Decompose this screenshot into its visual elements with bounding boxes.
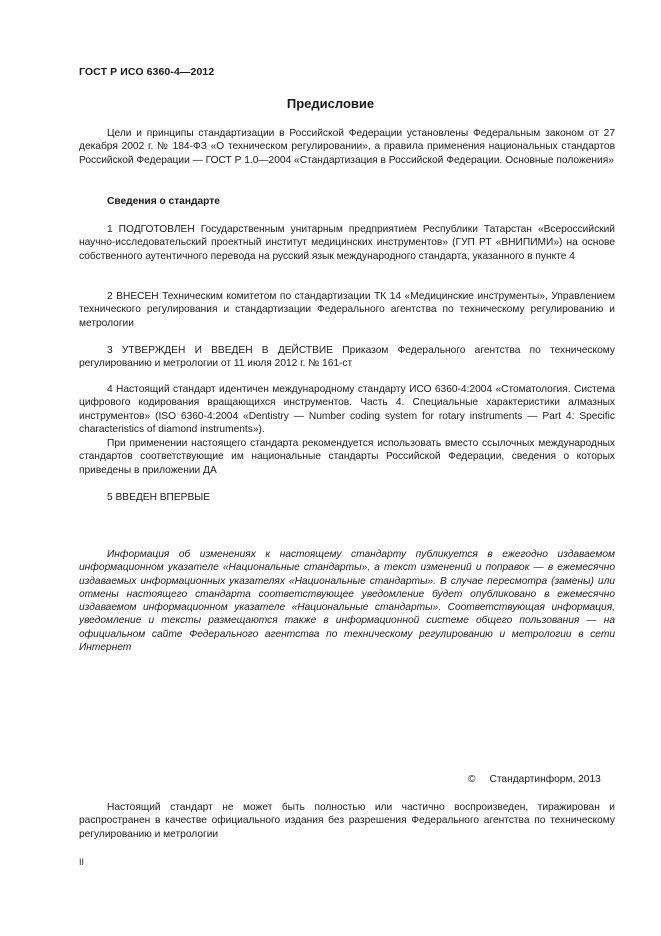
page-title: Предисловие xyxy=(286,96,375,111)
item-identical-standard: 4 Настоящий стандарт идентичен международному стандарту ИСО 6360-4:2004 «Стоматология. Система цифрового кодирования вращающихся инструментов. Часть 4. Специальные характеристики алмазных инструментов» (ISO 6360-4:2004 «Dentistry — Number coding system for rotary instruments — Part 4: Specific characteristics of diamond instruments»). xyxy=(79,384,615,435)
item-application-note: При применении настоящего стандарта рекомендуется использовать вместо ссылочных международных стандартов соответствующие им национальные стандарты Российской Федерации, сведения о которых приведены в приложении ДА xyxy=(79,438,615,476)
item-first-introduced: 5 ВВЕДЕН ВПЕРВЫЕ xyxy=(107,492,211,503)
reproduction-notice: Настоящий стандарт не может быть полностью или частично воспроизведен, тиражирован и распространен в качестве официального издания без разрешения Федерального агентства по техническому регулированию и метрологии xyxy=(79,802,615,840)
changes-notice: Информация об изменениях к настоящему стандарту публикуется в ежегодно издаваемом информационном указателе «Национальные стандарты», а текст изменений и поправок — в ежемесячно издаваемых информационных указателях «Национальные стандарты». В случае пересмотра (замены) или отмены настоящего стандарта соответствующее уведомление будет опубликовано в ежемесячно издаваемом информационном указателе «Национальные стандарты». Соответствующая информация, уведомление и тексты размещаются также в информационной системе общего пользования — на официальном сайте Федерального агентства по техническому регулированию и метрологии в сети Интернет xyxy=(79,549,615,654)
item-introduced: 2 ВНЕСЕН Техническим комитетом по стандартизации ТК 14 «Медицинские инструменты», Управлением технического регулирования и стандартизации Федерального агентства по техническому регулированию и метрологии xyxy=(79,291,615,329)
document-header: ГОСТ Р ИСО 6360-4—2012 xyxy=(79,66,215,78)
page-number: II xyxy=(79,857,85,867)
copyright-text: Стандартинформ, 2013 xyxy=(489,774,601,785)
item-prepared: 1 ПОДГОТОВЛЕН Государственным унитарным предприятием Республики Татарстан «Всероссийский научно-исследовательский проектный институт медицинских инструментов» (ГУП РТ «ВНИПИМИ») на основе собственного аутентичного перевода на русский язык международного стандарта, указанного в пункте 4 xyxy=(79,224,615,262)
copyright-symbol: © xyxy=(468,774,476,785)
item-approved: 3 УТВЕРЖДЕН И ВВЕДЕН В ДЕЙСТВИЕ Приказом Федерального агентства по техническому регулированию и метрологии от 11 июля 2012 г. № 161-ст xyxy=(79,345,615,370)
copyright-line xyxy=(468,773,601,786)
section-heading: Сведения о стандарте xyxy=(107,196,220,207)
intro-paragraph: Цели и принципы стандартизации в Российской Федерации установлены Федеральным законом от 27 декабря 2002 г. № 184-ФЗ «О техническом регулировании», а правила применения национальных стандартов Российской Федерации — ГОСТ Р 1.0—2004 «Стандартизация в Российской Федерации. Основные положения» xyxy=(79,128,615,166)
